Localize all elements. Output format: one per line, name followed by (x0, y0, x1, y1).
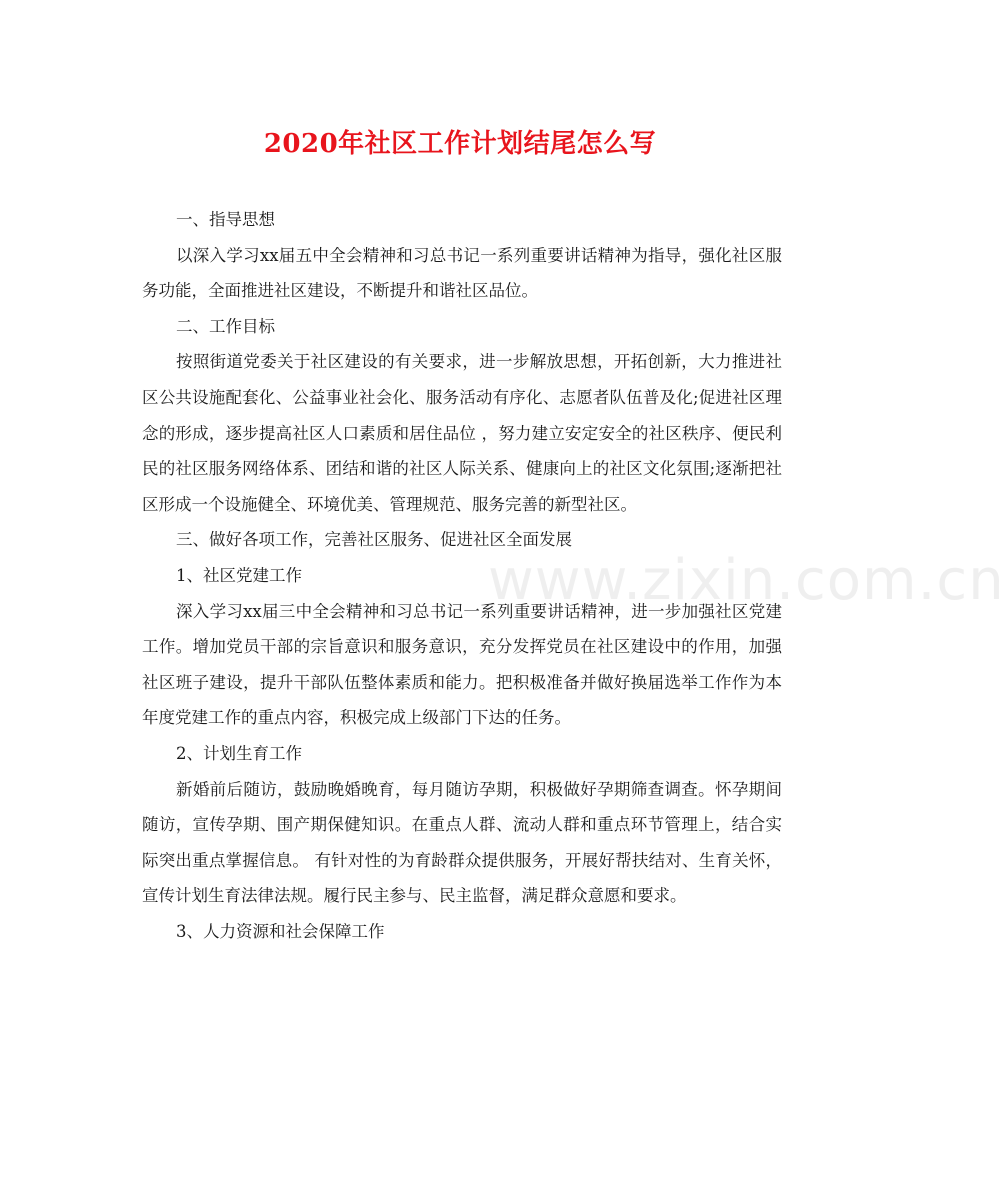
paragraph-family-planning: 新婚前后随访，鼓励晚婚晚育，每月随访孕期，积极做好孕期筛查调查。怀孕期间随访，宣传孕期、围产期保健知识。在重点人群、流动人群和重点环节管理上，结合实际突出重点掌握信息。 有针对性的为育龄群众提供服务，开展好帮扶结对、生育关怀，宣传计划生育法律法规。履行民主参与、民主监督，满足群众意愿和要求。 (142, 779, 782, 906)
subheading-party-building: 1、社区党建工作 (176, 565, 302, 585)
paragraph-guiding-ideology: 以深入学习xx届五中全会精神和习总书记一系列重要讲话精神为指导，强化社区服务功能，全面推进社区建设，不断提升和谐社区品位。 (142, 245, 782, 301)
section-heading-guiding-ideology: 一、指导思想 (176, 210, 275, 229)
paragraph-party-building: 深入学习xx届三中全会精神和习总书记一系列重要讲话精神，进一步加强社区党建工作。增加党员干部的宗旨意识和服务意识，充分发挥党员在社区建设中的作用，加强社区班子建设，提升干部队伍整体素质和能力。把积极准备并做好换届选举工作作为本年度党建工作的重点内容，积极完成上级部门下达的任务。 (142, 601, 782, 728)
paragraph-work-goals: 按照街道党委关于社区建设的有关要求，进一步解放思想，开拓创新，大力推进社区公共设施配套化、公益事业社会化、服务活动有序化、志愿者队伍普及化;促进社区理念的形成，逐步提高社区人口素质和居住品位 ，努力建立安定安全的社区秩序、便民利民的社区服务网络体系、团结和谐的社区人际关系、健康向上的社区文化氛围;逐渐把社区形成一个设施健全、环境优美、管理规范、服务完善的新型社区。 (142, 352, 782, 514)
section-heading-work-tasks: 三、做好各项工作，完善社区服务、促进社区全面发展 (176, 530, 572, 550)
page-title: 2020年社区工作计划结尾怎么写 (263, 129, 657, 159)
subheading-family-planning: 2、计划生育工作 (176, 743, 302, 763)
subheading-human-resources: 3、人力资源和社会保障工作 (176, 921, 385, 941)
document-body (142, 202, 782, 949)
section-heading-work-goals: 二、工作目标 (176, 316, 275, 336)
watermark: www.zixin.com.cn (488, 548, 1005, 613)
